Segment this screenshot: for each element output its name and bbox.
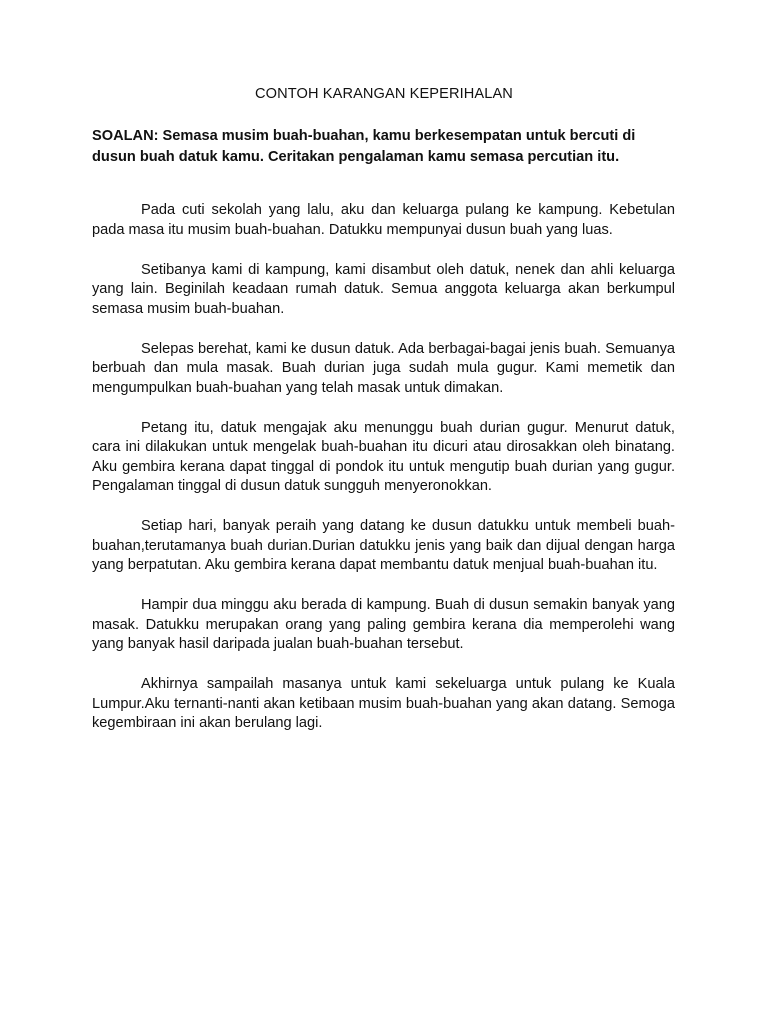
essay-paragraph-6: Hampir dua minggu aku berada di kampung. Buah di dusun semakin banyak yang masak. Datukku merupakan orang yang paling gembira kerana dia memperolehi wang yang banyak hasil daripada jualan buah-buahan tersebut. (92, 597, 675, 652)
essay-paragraph-4: Petang itu, datuk mengajak aku menunggu buah durian gugur. Menurut datuk, cara ini dilakukan untuk mengelak buah-buahan itu dicuri atau dirosakkan oleh binatang. Aku gembira kerana dapat tinggal di pondok itu untuk mengutip buah durian yang gugur. Pengalaman tinggal di dusun datuk sungguh menyeronokkan. (92, 419, 675, 494)
essay-paragraph-1: Pada cuti sekolah yang lalu, aku dan keluarga pulang ke kampung. Kebetulan pada masa itu musim buah-buahan. Datukku mempunyai dusun buah yang luas. (92, 202, 675, 238)
essay-paragraph-5: Setiap hari, banyak peraih yang datang ke dusun datukku untuk membeli buah-buahan,terutamanya buah durian.Durian datukku jenis yang baik dan dijual dengan harga yang berpatutan. Aku gembira kerana dapat membantu datuk menjual buah-buahan itu. (92, 518, 675, 573)
essay-question: SOALAN: Semasa musim buah-buahan, kamu berkesempatan untuk bercuti di dusun buah datuk kamu. Ceritakan pengalaman kamu semasa percutian itu. (92, 128, 636, 165)
essay-paragraph-2: Setibanya kami di kampung, kami disambut oleh datuk, nenek dan ahli keluarga yang lain. Beginilah keadaan rumah datuk. Semua anggota keluarga akan berkumpul semasa musim buah-buahan. (92, 261, 675, 317)
document-title: CONTOH KARANGAN KEPERIHALAN (255, 86, 513, 102)
essay-paragraph-7: Akhirnya sampailah masanya untuk kami sekeluarga untuk pulang ke Kuala Lumpur.Aku ternanti-nanti akan ketibaan musim buah-buahan yang akan datang. Semoga kegembiraan ini akan berulang lagi. (92, 676, 675, 731)
essay-paragraph-3: Selepas berehat, kami ke dusun datuk. Ada berbagai-bagai jenis buah. Semuanya berbuah dan mula masak. Buah durian juga sudah mula gugur. Kami memetik dan mengumpulkan buah-buahan yang telah masak untuk dimakan. (92, 340, 675, 396)
essay-body (92, 201, 675, 754)
